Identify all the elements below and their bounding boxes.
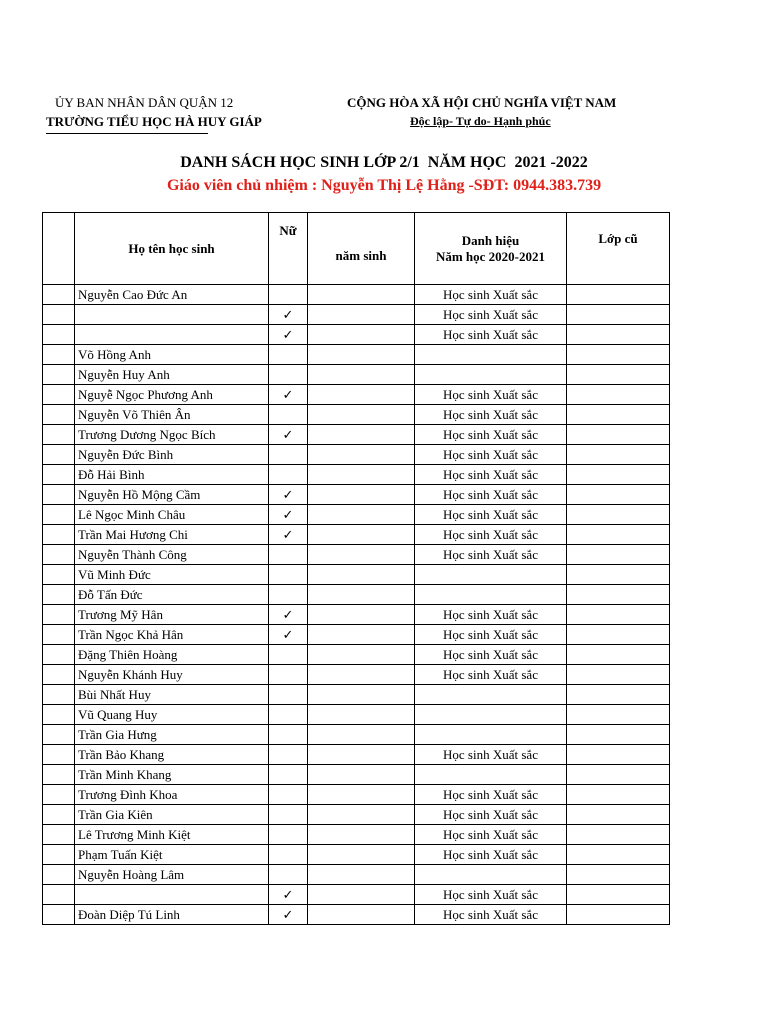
stt-cell <box>43 845 75 865</box>
student-name-cell: Nguyễn Võ Thiên Ân <box>75 405 269 425</box>
award-cell: Học sinh Xuất sắc <box>415 825 567 845</box>
stt-cell <box>43 585 75 605</box>
female-check-cell: ✓ <box>269 605 308 625</box>
student-name-cell: Trương Đình Khoa <box>75 785 269 805</box>
old-class-cell <box>567 865 670 885</box>
old-class-cell <box>567 845 670 865</box>
homeroom-teacher-line: Giáo viên chủ nhiệm : Nguyễn Thị Lệ Hằng -SĐT: 0944.383.739 <box>166 177 602 194</box>
birth-year-cell <box>308 285 415 305</box>
student-name-cell: Nguyễ Ngọc Phương Anh <box>75 385 269 405</box>
col-header-stt <box>43 213 75 285</box>
female-check-cell <box>269 545 308 565</box>
stt-cell <box>43 425 75 445</box>
award-cell: Học sinh Xuất sắc <box>415 485 567 505</box>
award-cell: Học sinh Xuất sắc <box>415 405 567 425</box>
award-cell: Học sinh Xuất sắc <box>415 885 567 905</box>
female-check-cell <box>269 665 308 685</box>
award-cell <box>415 725 567 745</box>
stt-cell <box>43 805 75 825</box>
award-cell: Học sinh Xuất sắc <box>415 665 567 685</box>
col-header-female: Nữ <box>269 213 308 285</box>
old-class-cell <box>567 625 670 645</box>
old-class-cell <box>567 525 670 545</box>
award-cell <box>415 685 567 705</box>
table-row <box>43 385 670 405</box>
award-cell: Học sinh Xuất sắc <box>415 625 567 645</box>
old-class-cell <box>567 705 670 725</box>
national-motto-text: Độc lập- Tự do- Hạnh phúc <box>410 114 551 128</box>
birth-year-cell <box>308 485 415 505</box>
col-header-name: Họ tên học sinh <box>75 213 269 285</box>
document-title: DANH SÁCH HỌC SINH LỚP 2/1 NĂM HỌC 2021 -2022 <box>180 154 588 171</box>
stt-cell <box>43 405 75 425</box>
birth-year-cell <box>308 305 415 325</box>
student-name-cell: Vũ Minh Đức <box>75 565 269 585</box>
female-check-cell: ✓ <box>269 325 308 345</box>
stt-cell <box>43 445 75 465</box>
award-cell: Học sinh Xuất sắc <box>415 605 567 625</box>
national-title: CỘNG HÒA XÃ HỘI CHỦ NGHĨA VIỆT NAM <box>347 95 617 110</box>
stt-cell <box>43 285 75 305</box>
table-row <box>43 525 670 545</box>
student-name-cell: Nguyễn Đức Bình <box>75 445 269 465</box>
old-class-cell <box>567 565 670 585</box>
table-row <box>43 865 670 885</box>
female-check-cell <box>269 445 308 465</box>
female-check-cell: ✓ <box>269 385 308 405</box>
award-cell: Học sinh Xuất sắc <box>415 285 567 305</box>
old-class-cell <box>567 745 670 765</box>
stt-cell <box>43 885 75 905</box>
student-name-cell: Trần Gia Hưng <box>75 725 269 745</box>
old-class-cell <box>567 325 670 345</box>
birth-year-cell <box>308 605 415 625</box>
student-name-cell: Vũ Quang Huy <box>75 705 269 725</box>
female-check-cell: ✓ <box>269 885 308 905</box>
table-row <box>43 285 670 305</box>
old-class-cell <box>567 785 670 805</box>
birth-year-cell <box>308 685 415 705</box>
old-class-cell <box>567 445 670 465</box>
birth-year-cell <box>308 645 415 665</box>
student-name-cell: Đặng Thiên Hoàng <box>75 645 269 665</box>
old-class-cell <box>567 485 670 505</box>
stt-cell <box>43 365 75 385</box>
old-class-cell <box>567 725 670 745</box>
old-class-cell <box>567 685 670 705</box>
award-cell: Học sinh Xuất sắc <box>415 905 567 925</box>
student-name-cell: Đoàn Diệp Tú Linh <box>75 905 269 925</box>
student-name-cell <box>75 325 269 345</box>
old-class-cell <box>567 645 670 665</box>
national-motto <box>410 114 551 129</box>
female-check-cell: ✓ <box>269 525 308 545</box>
old-class-cell <box>567 345 670 365</box>
stt-cell <box>43 825 75 845</box>
table-row <box>43 625 670 645</box>
female-check-cell <box>269 565 308 585</box>
female-check-cell <box>269 685 308 705</box>
birth-year-cell <box>308 825 415 845</box>
award-cell: Học sinh Xuất sắc <box>415 805 567 825</box>
birth-year-cell <box>308 725 415 745</box>
student-name-cell: Trần Mai Hương Chi <box>75 525 269 545</box>
stt-cell <box>43 625 75 645</box>
stt-cell <box>43 385 75 405</box>
female-check-cell <box>269 725 308 745</box>
table-row <box>43 805 670 825</box>
birth-year-cell <box>308 785 415 805</box>
stt-cell <box>43 785 75 805</box>
table-row <box>43 665 670 685</box>
birth-year-cell <box>308 505 415 525</box>
stt-cell <box>43 465 75 485</box>
student-name-cell: Đỗ Hải Bình <box>75 465 269 485</box>
birth-year-cell <box>308 345 415 365</box>
student-name-cell <box>75 885 269 905</box>
stt-cell <box>43 745 75 765</box>
table-row <box>43 445 670 465</box>
table-row <box>43 545 670 565</box>
award-cell: Học sinh Xuất sắc <box>415 845 567 865</box>
school-name-underline <box>46 133 208 134</box>
table-row <box>43 345 670 365</box>
table-row <box>43 885 670 905</box>
old-class-cell <box>567 805 670 825</box>
old-class-cell <box>567 905 670 925</box>
female-check-cell <box>269 285 308 305</box>
female-check-cell: ✓ <box>269 905 308 925</box>
table-row <box>43 485 670 505</box>
female-check-cell: ✓ <box>269 505 308 525</box>
female-check-cell <box>269 405 308 425</box>
birth-year-cell <box>308 365 415 385</box>
stt-cell <box>43 645 75 665</box>
table-row <box>43 425 670 445</box>
old-class-cell <box>567 425 670 445</box>
student-name-cell: Nguyễn Hoàng Lâm <box>75 865 269 885</box>
old-class-cell <box>567 665 670 685</box>
student-name-cell: Trương Dương Ngọc Bích <box>75 425 269 445</box>
col-header-birth-year: năm sinh <box>308 213 415 285</box>
stt-cell <box>43 905 75 925</box>
birth-year-cell <box>308 845 415 865</box>
birth-year-cell <box>308 885 415 905</box>
student-name-cell: Lê Ngọc Minh Châu <box>75 505 269 525</box>
award-cell <box>415 705 567 725</box>
table-row <box>43 405 670 425</box>
female-check-cell <box>269 465 308 485</box>
table-row <box>43 605 670 625</box>
award-cell: Học sinh Xuất sắc <box>415 385 567 405</box>
student-name-cell: Nguyễn Huy Anh <box>75 365 269 385</box>
table-row <box>43 705 670 725</box>
student-name-cell: Võ Hồng Anh <box>75 345 269 365</box>
award-cell <box>415 565 567 585</box>
stt-cell <box>43 525 75 545</box>
female-check-cell <box>269 705 308 725</box>
table-row <box>43 305 670 325</box>
award-cell: Học sinh Xuất sắc <box>415 425 567 445</box>
stt-cell <box>43 545 75 565</box>
stt-cell <box>43 865 75 885</box>
female-check-cell: ✓ <box>269 625 308 645</box>
table-row <box>43 845 670 865</box>
table-row <box>43 785 670 805</box>
award-cell: Học sinh Xuất sắc <box>415 525 567 545</box>
stt-cell <box>43 685 75 705</box>
student-name-cell: Phạm Tuấn Kiệt <box>75 845 269 865</box>
old-class-cell <box>567 465 670 485</box>
birth-year-cell <box>308 805 415 825</box>
student-name-cell <box>75 305 269 325</box>
student-name-cell: Đỗ Tấn Đức <box>75 585 269 605</box>
old-class-cell <box>567 385 670 405</box>
old-class-cell <box>567 765 670 785</box>
birth-year-cell <box>308 545 415 565</box>
award-cell: Học sinh Xuất sắc <box>415 545 567 565</box>
female-check-cell: ✓ <box>269 305 308 325</box>
student-rows <box>43 285 670 925</box>
table-row <box>43 905 670 925</box>
birth-year-cell <box>308 405 415 425</box>
table-row <box>43 685 670 705</box>
table-row <box>43 585 670 605</box>
district-committee-label: ỦY BAN NHÂN DÂN QUẬN 12 <box>55 95 234 110</box>
student-name-cell: Trần Minh Khang <box>75 765 269 785</box>
old-class-cell <box>567 405 670 425</box>
student-name-cell: Nguyễn Khánh Huy <box>75 665 269 685</box>
old-class-cell <box>567 545 670 565</box>
award-cell <box>415 585 567 605</box>
student-name-cell: Bùi Nhất Huy <box>75 685 269 705</box>
female-check-cell <box>269 865 308 885</box>
student-table <box>42 212 670 925</box>
stt-cell <box>43 565 75 585</box>
col-header-old-class: Lớp cũ <box>567 213 670 285</box>
stt-cell <box>43 725 75 745</box>
table-row <box>43 825 670 845</box>
student-name-cell: Trương Mỹ Hân <box>75 605 269 625</box>
table-row <box>43 505 670 525</box>
old-class-cell <box>567 365 670 385</box>
birth-year-cell <box>308 665 415 685</box>
school-name: TRƯỜNG TIỂU HỌC HÀ HUY GIÁP <box>46 114 262 129</box>
birth-year-cell <box>308 905 415 925</box>
student-name-cell: Trần Bảo Khang <box>75 745 269 765</box>
stt-cell <box>43 305 75 325</box>
student-name-cell: Nguyễn Cao Đức An <box>75 285 269 305</box>
award-cell: Học sinh Xuất sắc <box>415 445 567 465</box>
award-cell <box>415 345 567 365</box>
birth-year-cell <box>308 865 415 885</box>
col-header-award-line2: Năm học 2020-2021 <box>435 248 546 264</box>
birth-year-cell <box>308 325 415 345</box>
award-cell: Học sinh Xuất sắc <box>415 305 567 325</box>
stt-cell <box>43 325 75 345</box>
birth-year-cell <box>308 585 415 605</box>
birth-year-cell <box>308 765 415 785</box>
student-name-cell: Trần Ngọc Khả Hân <box>75 625 269 645</box>
stt-cell <box>43 705 75 725</box>
col-header-award-line1: Danh hiệu <box>461 232 520 248</box>
award-cell: Học sinh Xuất sắc <box>415 745 567 765</box>
female-check-cell <box>269 805 308 825</box>
birth-year-cell <box>308 385 415 405</box>
female-check-cell <box>269 845 308 865</box>
student-name-cell: Lê Trương Minh Kiệt <box>75 825 269 845</box>
old-class-cell <box>567 825 670 845</box>
table-row <box>43 565 670 585</box>
award-cell <box>415 865 567 885</box>
female-check-cell: ✓ <box>269 485 308 505</box>
birth-year-cell <box>308 745 415 765</box>
award-cell: Học sinh Xuất sắc <box>415 325 567 345</box>
stt-cell <box>43 605 75 625</box>
award-cell <box>415 365 567 385</box>
table-row <box>43 725 670 745</box>
female-check-cell <box>269 825 308 845</box>
table-row <box>43 465 670 485</box>
student-name-cell: Nguyễn Hồ Mộng Cầm <box>75 485 269 505</box>
stt-cell <box>43 505 75 525</box>
birth-year-cell <box>308 445 415 465</box>
old-class-cell <box>567 605 670 625</box>
stt-cell <box>43 765 75 785</box>
award-cell: Học sinh Xuất sắc <box>415 505 567 525</box>
old-class-cell <box>567 505 670 525</box>
female-check-cell <box>269 585 308 605</box>
birth-year-cell <box>308 625 415 645</box>
stt-cell <box>43 485 75 505</box>
birth-year-cell <box>308 705 415 725</box>
old-class-cell <box>567 285 670 305</box>
col-header-award <box>415 213 567 285</box>
table-header-row <box>43 213 670 285</box>
award-cell: Học sinh Xuất sắc <box>415 785 567 805</box>
female-check-cell <box>269 345 308 365</box>
table-row <box>43 765 670 785</box>
award-cell: Học sinh Xuất sắc <box>415 645 567 665</box>
table-row <box>43 365 670 385</box>
birth-year-cell <box>308 465 415 485</box>
female-check-cell <box>269 745 308 765</box>
birth-year-cell <box>308 565 415 585</box>
table-row <box>43 645 670 665</box>
birth-year-cell <box>308 525 415 545</box>
female-check-cell <box>269 645 308 665</box>
female-check-cell <box>269 765 308 785</box>
female-check-cell: ✓ <box>269 425 308 445</box>
stt-cell <box>43 665 75 685</box>
award-cell <box>415 765 567 785</box>
old-class-cell <box>567 885 670 905</box>
old-class-cell <box>567 585 670 605</box>
old-class-cell <box>567 305 670 325</box>
student-name-cell: Trần Gia Kiên <box>75 805 269 825</box>
female-check-cell <box>269 785 308 805</box>
student-name-cell: Nguyễn Thành Công <box>75 545 269 565</box>
table-row <box>43 325 670 345</box>
female-check-cell <box>269 365 308 385</box>
table-row <box>43 745 670 765</box>
stt-cell <box>43 345 75 365</box>
birth-year-cell <box>308 425 415 445</box>
award-cell: Học sinh Xuất sắc <box>415 465 567 485</box>
